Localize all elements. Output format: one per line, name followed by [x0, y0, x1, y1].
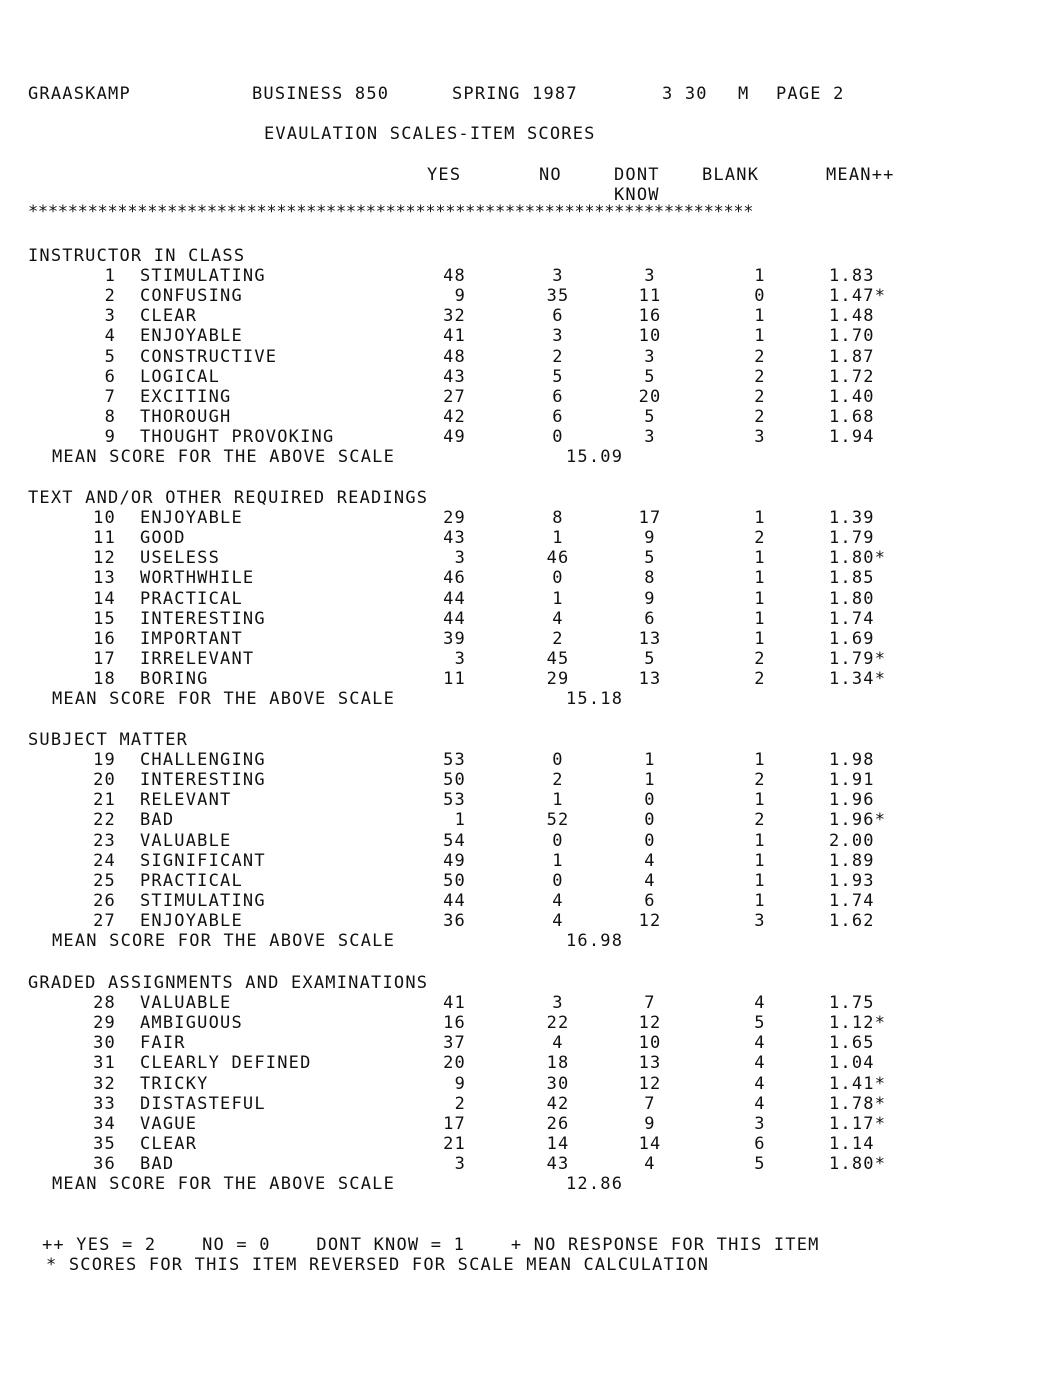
no-count: 5 [552, 366, 564, 387]
dontknow-count: 3 [644, 266, 656, 287]
item-number: 11 [93, 528, 116, 549]
dontknow-count: 6 [644, 608, 656, 629]
dontknow-count: 0 [644, 810, 656, 831]
item-number: 15 [93, 608, 116, 629]
mean-score: 1.12* [829, 1013, 887, 1034]
blank-count: 1 [754, 568, 766, 589]
mean-score: 1.17* [829, 1113, 887, 1134]
course-name: BUSINESS 850 [252, 84, 390, 104]
no-count: 42 [546, 1093, 570, 1114]
mean-score: 2.00 [829, 830, 875, 851]
item-label: FAIR [140, 1033, 186, 1054]
blank-count: 2 [754, 406, 766, 427]
dontknow-count: 12 [638, 1073, 662, 1094]
dontknow-count: 1 [644, 770, 656, 791]
mean-score: 1.89 [829, 850, 875, 871]
blank-count: 2 [754, 366, 766, 387]
section-title: TEXT AND/OR OTHER REQUIRED READINGS [28, 488, 429, 508]
scale-mean-value: 16.98 [566, 931, 624, 951]
item-label: EXCITING [140, 386, 232, 407]
scale-mean-label: MEAN SCORE FOR THE ABOVE SCALE [52, 689, 396, 709]
no-count: 4 [552, 910, 564, 931]
no-count: 43 [546, 1153, 570, 1174]
item-label: CLEAR [140, 306, 198, 327]
item-number: 26 [93, 890, 116, 911]
item-number: 8 [104, 406, 116, 427]
item-label: ENJOYABLE [140, 326, 243, 347]
no-count: 26 [546, 1113, 570, 1134]
section-title: INSTRUCTOR IN CLASS [28, 246, 246, 266]
blank-count: 0 [754, 286, 766, 307]
no-count: 3 [552, 326, 564, 347]
no-count: 0 [552, 870, 564, 891]
blank-count: 1 [754, 266, 766, 287]
col-dontknow-header-line1: DONT [614, 165, 660, 185]
item-label: AMBIGUOUS [140, 1013, 243, 1034]
item-label: VAGUE [140, 1113, 198, 1134]
blank-count: 4 [754, 1033, 766, 1054]
yes-count: 21 [443, 1133, 466, 1154]
mean-score: 1.04 [829, 1053, 875, 1074]
dontknow-count: 16 [638, 306, 662, 327]
no-count: 18 [546, 1053, 570, 1074]
item-label: USELESS [140, 548, 221, 569]
col-dontknow-header-line2: KNOW [614, 185, 660, 205]
blank-count: 1 [754, 870, 766, 891]
dontknow-count: 6 [644, 890, 656, 911]
item-number: 29 [93, 1013, 116, 1034]
item-number: 17 [93, 648, 116, 669]
item-label: RELEVANT [140, 790, 232, 811]
item-number: 3 [104, 306, 116, 327]
dontknow-count: 13 [638, 628, 662, 649]
scale-mean-label: MEAN SCORE FOR THE ABOVE SCALE [52, 447, 396, 467]
mean-score: 1.94 [829, 426, 875, 447]
item-number: 31 [93, 1053, 116, 1074]
mean-score: 1.74 [829, 890, 875, 911]
no-count: 35 [546, 286, 570, 307]
item-label: SIGNIFICANT [140, 850, 266, 871]
item-label: IRRELEVANT [140, 648, 255, 669]
yes-count: 50 [443, 770, 466, 791]
mean-score: 1.69 [829, 628, 875, 649]
blank-count: 1 [754, 548, 766, 569]
scale-mean-value: 15.18 [566, 689, 624, 709]
item-label: ENJOYABLE [140, 508, 243, 529]
no-count: 1 [552, 588, 564, 609]
footnote-reversed-items: * SCORES FOR THIS ITEM REVERSED FOR SCALE MEAN CALCULATION [46, 1255, 710, 1275]
no-count: 0 [552, 750, 564, 771]
class-day: M [738, 84, 750, 104]
yes-count: 43 [443, 528, 466, 549]
blank-count: 4 [754, 1053, 766, 1074]
item-number: 21 [93, 790, 116, 811]
report-title: EVAULATION SCALES-ITEM SCORES [264, 124, 596, 144]
mean-score: 1.91 [829, 770, 875, 791]
no-count: 2 [552, 628, 564, 649]
mean-score: 1.65 [829, 1033, 875, 1054]
no-count: 4 [552, 890, 564, 911]
blank-count: 3 [754, 426, 766, 447]
yes-count: 46 [443, 568, 466, 589]
no-count: 6 [552, 406, 564, 427]
blank-count: 1 [754, 306, 766, 327]
blank-count: 4 [754, 1093, 766, 1114]
yes-count: 41 [443, 326, 466, 347]
yes-count: 43 [443, 366, 466, 387]
instructor-name: GRAASKAMP [28, 84, 131, 104]
yes-count: 39 [443, 628, 466, 649]
item-number: 7 [104, 386, 116, 407]
item-label: CLEAR [140, 1133, 198, 1154]
yes-count: 48 [443, 266, 466, 287]
item-label: PRACTICAL [140, 870, 243, 891]
item-number: 33 [93, 1093, 116, 1114]
no-count: 22 [546, 1013, 570, 1034]
mean-score: 1.47* [829, 286, 887, 307]
col-blank-header: BLANK [702, 165, 760, 185]
blank-count: 5 [754, 1013, 766, 1034]
item-label: BAD [140, 1153, 175, 1174]
col-mean-header: MEAN++ [826, 165, 895, 185]
item-number: 36 [93, 1153, 116, 1174]
no-count: 0 [552, 568, 564, 589]
item-label: BORING [140, 668, 209, 689]
dontknow-count: 0 [644, 790, 656, 811]
yes-count: 49 [443, 426, 466, 447]
yes-count: 3 [454, 548, 466, 569]
dontknow-count: 5 [644, 648, 656, 669]
yes-count: 17 [443, 1113, 466, 1134]
item-number: 27 [93, 910, 116, 931]
item-number: 25 [93, 870, 116, 891]
item-label: INTERESTING [140, 770, 266, 791]
mean-score: 1.79 [829, 528, 875, 549]
col-yes-header: YES [427, 165, 462, 185]
dontknow-count: 13 [638, 668, 662, 689]
item-label: BAD [140, 810, 175, 831]
item-number: 9 [104, 426, 116, 447]
no-count: 4 [552, 1033, 564, 1054]
blank-count: 1 [754, 750, 766, 771]
item-label: IMPORTANT [140, 628, 243, 649]
no-count: 14 [546, 1133, 570, 1154]
scale-mean-label: MEAN SCORE FOR THE ABOVE SCALE [52, 931, 396, 951]
no-count: 6 [552, 386, 564, 407]
yes-count: 11 [443, 668, 466, 689]
yes-count: 1 [454, 810, 466, 831]
item-number: 2 [104, 286, 116, 307]
item-label: CONSTRUCTIVE [140, 346, 278, 367]
item-label: VALUABLE [140, 993, 232, 1014]
dontknow-count: 20 [638, 386, 662, 407]
dontknow-count: 7 [644, 1093, 656, 1114]
item-number: 20 [93, 770, 116, 791]
blank-count: 4 [754, 1073, 766, 1094]
yes-count: 36 [443, 910, 466, 931]
blank-count: 1 [754, 890, 766, 911]
yes-count: 3 [454, 1153, 466, 1174]
dontknow-count: 10 [638, 326, 662, 347]
blank-count: 1 [754, 588, 766, 609]
no-count: 1 [552, 790, 564, 811]
mean-score: 1.14 [829, 1133, 875, 1154]
yes-count: 44 [443, 608, 466, 629]
yes-count: 9 [454, 286, 466, 307]
item-number: 35 [93, 1133, 116, 1154]
scale-mean-value: 12.86 [566, 1174, 624, 1194]
yes-count: 50 [443, 870, 466, 891]
item-label: STIMULATING [140, 266, 266, 287]
scale-mean-value: 15.09 [566, 447, 624, 467]
item-number: 12 [93, 548, 116, 569]
mean-score: 1.75 [829, 993, 875, 1014]
no-count: 8 [552, 508, 564, 529]
mean-score: 1.96 [829, 790, 875, 811]
mean-score: 1.93 [829, 870, 875, 891]
mean-score: 1.72 [829, 366, 875, 387]
yes-count: 49 [443, 850, 466, 871]
no-count: 4 [552, 608, 564, 629]
dontknow-count: 9 [644, 1113, 656, 1134]
item-number: 18 [93, 668, 116, 689]
mean-score: 1.62 [829, 910, 875, 931]
dontknow-count: 9 [644, 588, 656, 609]
no-count: 46 [546, 548, 570, 569]
item-number: 10 [93, 508, 116, 529]
item-label: THOROUGH [140, 406, 232, 427]
blank-count: 1 [754, 790, 766, 811]
mean-score: 1.48 [829, 306, 875, 327]
section-title: GRADED ASSIGNMENTS AND EXAMINATIONS [28, 973, 429, 993]
dontknow-count: 12 [638, 910, 662, 931]
item-label: VALUABLE [140, 830, 232, 851]
mean-score: 1.85 [829, 568, 875, 589]
yes-count: 16 [443, 1013, 466, 1034]
blank-count: 1 [754, 628, 766, 649]
item-label: CONFUSING [140, 286, 243, 307]
item-label: PRACTICAL [140, 588, 243, 609]
yes-count: 29 [443, 508, 466, 529]
dontknow-count: 9 [644, 528, 656, 549]
blank-count: 3 [754, 1113, 766, 1134]
mean-score: 1.70 [829, 326, 875, 347]
blank-count: 5 [754, 1153, 766, 1174]
scale-mean-label: MEAN SCORE FOR THE ABOVE SCALE [52, 1174, 396, 1194]
item-number: 6 [104, 366, 116, 387]
dontknow-count: 14 [638, 1133, 662, 1154]
dontknow-count: 3 [644, 426, 656, 447]
dontknow-count: 4 [644, 1153, 656, 1174]
dontknow-count: 13 [638, 1053, 662, 1074]
item-label: INTERESTING [140, 608, 266, 629]
no-count: 29 [546, 668, 570, 689]
mean-score: 1.80* [829, 548, 887, 569]
no-count: 3 [552, 266, 564, 287]
item-label: WORTHWHILE [140, 568, 255, 589]
mean-score: 1.98 [829, 750, 875, 771]
dontknow-count: 5 [644, 366, 656, 387]
yes-count: 37 [443, 1033, 466, 1054]
blank-count: 1 [754, 508, 766, 529]
blank-count: 2 [754, 346, 766, 367]
yes-count: 27 [443, 386, 466, 407]
no-count: 1 [552, 528, 564, 549]
yes-count: 3 [454, 648, 466, 669]
item-label: STIMULATING [140, 890, 266, 911]
item-label: ENJOYABLE [140, 910, 243, 931]
yes-count: 41 [443, 993, 466, 1014]
dontknow-count: 17 [638, 508, 662, 529]
no-count: 6 [552, 306, 564, 327]
item-number: 23 [93, 830, 116, 851]
no-count: 30 [546, 1073, 570, 1094]
dontknow-count: 5 [644, 548, 656, 569]
no-count: 52 [546, 810, 570, 831]
item-number: 5 [104, 346, 116, 367]
mean-score: 1.80 [829, 588, 875, 609]
item-label: GOOD [140, 528, 186, 549]
item-label: CHALLENGING [140, 750, 266, 771]
yes-count: 32 [443, 306, 466, 327]
blank-count: 2 [754, 528, 766, 549]
yes-count: 9 [454, 1073, 466, 1094]
dontknow-count: 7 [644, 993, 656, 1014]
item-number: 28 [93, 993, 116, 1014]
footnote-scoring-key: ++ YES = 2 NO = 0 DONT KNOW = 1 + NO RESPONSE FOR THIS ITEM [42, 1235, 820, 1255]
no-count: 2 [552, 346, 564, 367]
item-number: 4 [104, 326, 116, 347]
no-count: 1 [552, 850, 564, 871]
blank-count: 3 [754, 910, 766, 931]
mean-score: 1.96* [829, 810, 887, 831]
item-number: 30 [93, 1033, 116, 1054]
mean-score: 1.41* [829, 1073, 887, 1094]
no-count: 2 [552, 770, 564, 791]
item-label: TRICKY [140, 1073, 209, 1094]
mean-score: 1.39 [829, 508, 875, 529]
mean-score: 1.78* [829, 1093, 887, 1114]
yes-count: 42 [443, 406, 466, 427]
no-count: 45 [546, 648, 570, 669]
item-label: CLEARLY DEFINED [140, 1053, 312, 1074]
dontknow-count: 10 [638, 1033, 662, 1054]
item-number: 13 [93, 568, 116, 589]
item-number: 19 [93, 750, 116, 771]
yes-count: 2 [454, 1093, 466, 1114]
blank-count: 1 [754, 608, 766, 629]
yes-count: 20 [443, 1053, 466, 1074]
dontknow-count: 1 [644, 750, 656, 771]
yes-count: 48 [443, 346, 466, 367]
dontknow-count: 0 [644, 830, 656, 851]
blank-count: 2 [754, 386, 766, 407]
item-number: 34 [93, 1113, 116, 1134]
term-label: SPRING 1987 [452, 84, 578, 104]
mean-score: 1.80* [829, 1153, 887, 1174]
mean-score: 1.68 [829, 406, 875, 427]
item-number: 24 [93, 850, 116, 871]
no-count: 3 [552, 993, 564, 1014]
dontknow-count: 5 [644, 406, 656, 427]
blank-count: 1 [754, 850, 766, 871]
item-label: THOUGHT PROVOKING [140, 426, 335, 447]
blank-count: 2 [754, 648, 766, 669]
yes-count: 53 [443, 750, 466, 771]
blank-count: 2 [754, 810, 766, 831]
blank-count: 6 [754, 1133, 766, 1154]
mean-score: 1.74 [829, 608, 875, 629]
mean-score: 1.40 [829, 386, 875, 407]
item-label: LOGICAL [140, 366, 221, 387]
blank-count: 1 [754, 326, 766, 347]
yes-count: 54 [443, 830, 466, 851]
no-count: 0 [552, 426, 564, 447]
dontknow-count: 4 [644, 850, 656, 871]
no-count: 0 [552, 830, 564, 851]
mean-score: 1.79* [829, 648, 887, 669]
yes-count: 44 [443, 588, 466, 609]
section-title: SUBJECT MATTER [28, 730, 189, 750]
yes-count: 44 [443, 890, 466, 911]
class-time: 3 30 [662, 84, 708, 104]
asterisk-separator: ************************************************************************* [28, 202, 754, 222]
dontknow-count: 11 [638, 286, 662, 307]
mean-score: 1.87 [829, 346, 875, 367]
blank-count: 4 [754, 993, 766, 1014]
item-number: 32 [93, 1073, 116, 1094]
item-number: 1 [104, 266, 116, 287]
item-number: 14 [93, 588, 116, 609]
blank-count: 1 [754, 830, 766, 851]
yes-count: 53 [443, 790, 466, 811]
dontknow-count: 8 [644, 568, 656, 589]
dontknow-count: 4 [644, 870, 656, 891]
dontknow-count: 3 [644, 346, 656, 367]
mean-score: 1.34* [829, 668, 887, 689]
item-number: 22 [93, 810, 116, 831]
item-label: DISTASTEFUL [140, 1093, 266, 1114]
col-no-header: NO [539, 165, 562, 185]
dontknow-count: 12 [638, 1013, 662, 1034]
mean-score: 1.83 [829, 266, 875, 287]
blank-count: 2 [754, 770, 766, 791]
page-number: PAGE 2 [776, 84, 845, 104]
item-number: 16 [93, 628, 116, 649]
blank-count: 2 [754, 668, 766, 689]
